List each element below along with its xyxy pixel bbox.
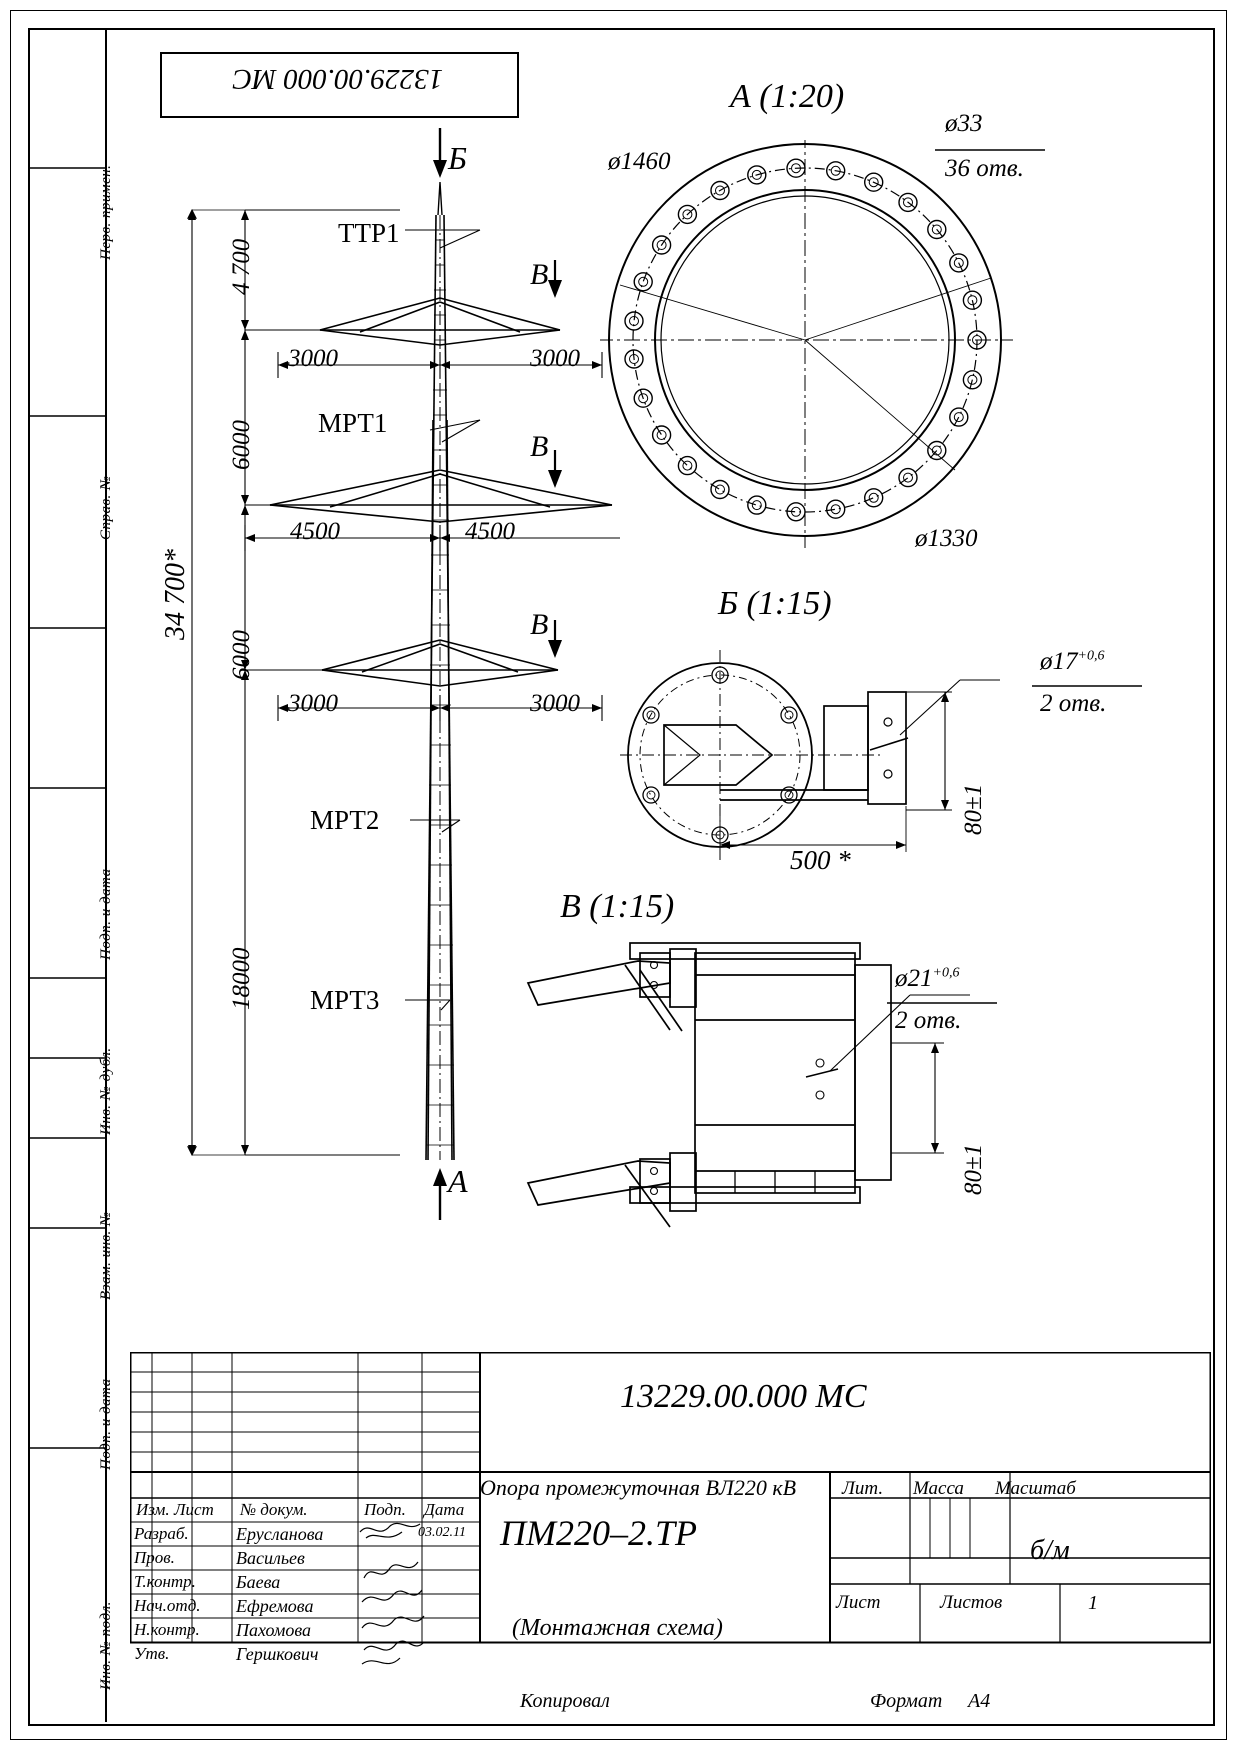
view-a-note-36-holes: 36 отв.: [945, 155, 1024, 182]
dim-crossarm3-right: 3000: [530, 690, 580, 717]
section-arrow-v-3: В: [530, 608, 549, 641]
part-label-mrt3: МРТ3: [310, 985, 380, 1015]
margin-label-podp-data-1: Подп. и дата: [98, 868, 114, 960]
tb-lit-label: Лит.: [842, 1478, 884, 1499]
tb-row-5-name: Гершкович: [236, 1644, 319, 1664]
tb-col-podp: Подп.: [364, 1500, 406, 1519]
tb-row-4-name: Пахомова: [236, 1620, 312, 1640]
tb-format-value: А4: [968, 1690, 991, 1712]
dim-segment-3: 6000: [228, 630, 255, 680]
signatures: [356, 1518, 426, 1678]
tb-col-izm: Изм.: [136, 1500, 170, 1519]
part-label-mrt2: МРТ2: [310, 805, 380, 835]
part-label-mrt1: МРТ1: [318, 408, 388, 438]
dim-total-height: 34 700*: [160, 549, 191, 640]
dim-crossarm2-right: 4500: [465, 518, 515, 545]
tb-product-name: ПМ220–2.ТР: [500, 1513, 697, 1553]
view-b-dim-17-tol: +0,6: [1077, 648, 1105, 664]
tb-row-4-role: Н.контр.: [134, 1620, 200, 1639]
view-a-title: А (1:20): [730, 78, 845, 115]
left-margin-grid: [28, 28, 138, 1722]
tb-row-0-date: 03.02.11: [418, 1525, 466, 1540]
view-a-dim-33: ø33: [945, 110, 983, 137]
tb-row-2-role: Т.контр.: [134, 1572, 196, 1591]
margin-label-inv-dubl: Инв. № дубл.: [98, 1047, 114, 1135]
section-mark-b-top: Б: [448, 140, 467, 176]
tb-row-3-name: Ефремова: [236, 1596, 314, 1616]
view-b-dim-500: 500 *: [790, 845, 851, 875]
section-arrow-v-1: В: [530, 258, 549, 291]
view-a-flange: [600, 140, 1030, 560]
section-arrow-v-2: В: [530, 430, 549, 463]
margin-label-podp-data-2: Подп. и дата: [98, 1378, 114, 1470]
view-b-dim-17-value: ø17: [1040, 648, 1078, 675]
view-v-dim-21: [895, 965, 959, 993]
margin-label-sprav: Справ. №: [98, 475, 114, 540]
view-v-dim-80: 80±1: [960, 1143, 987, 1195]
view-v-title: В (1:15): [560, 888, 675, 925]
part-label-ttr1: ТТР1: [338, 218, 400, 248]
dim-segment-4: 18000: [228, 947, 255, 1010]
dim-segment-2: 6000: [228, 420, 255, 470]
tb-col-data: Дата: [424, 1500, 465, 1519]
dim-crossarm1-left: 3000: [288, 345, 338, 372]
view-a-dim-1330: ø1330: [915, 525, 978, 552]
tb-row-1-role: Пров.: [134, 1548, 175, 1567]
code-stamp-text: 13229.00.000 МС: [232, 63, 444, 95]
tb-row-3-role: Нач.отд.: [134, 1596, 201, 1615]
tb-col-list: Лист: [174, 1500, 214, 1519]
dim-crossarm2-left: 4500: [290, 518, 340, 545]
tb-sheets-label: Листов: [940, 1592, 1003, 1613]
tb-doc-kind: (Монтажная схема): [512, 1615, 723, 1641]
section-mark-a-bottom: А: [448, 1163, 468, 1199]
tb-row-0-name: Ерусланова: [236, 1524, 324, 1544]
tb-row-5-role: Утв.: [134, 1644, 170, 1663]
tb-object-name: Опора промежуточная ВЛ220 кВ: [480, 1475, 797, 1500]
view-b-dim-17: [1040, 648, 1104, 676]
dim-crossarm1-right: 3000: [530, 345, 580, 372]
tb-scale-label: Масштаб: [995, 1478, 1076, 1499]
view-v-dim-21-value: ø21: [895, 965, 933, 992]
tb-scale-value: б/м: [1030, 1535, 1070, 1566]
margin-label-perv-primen: Перв. примен.: [98, 164, 114, 260]
view-b-dim-80: 80±1: [960, 783, 987, 835]
dim-crossarm3-left: 3000: [288, 690, 338, 717]
dim-segment-1: 4 700: [228, 238, 255, 295]
tb-row-1-name: Васильев: [236, 1548, 305, 1568]
view-v-note-underline: [885, 993, 1005, 1013]
margin-label-inv-podl: Инв. № подл.: [98, 1601, 114, 1690]
tb-sheets-value: 1: [1088, 1592, 1098, 1614]
view-a-dim-1460: ø1460: [608, 148, 671, 175]
view-a-note-underline: [930, 138, 1050, 162]
view-b-title: Б (1:15): [718, 585, 832, 622]
view-b-note-2-holes: 2 отв.: [1040, 690, 1107, 717]
tb-doc-code: 13229.00.000 МС: [620, 1378, 867, 1415]
tb-row-0-role: Разраб.: [134, 1524, 189, 1543]
tb-format-label: Формат: [870, 1690, 943, 1712]
tb-mass-label: Масса: [913, 1478, 964, 1499]
tb-copied-label: Копировал: [520, 1690, 610, 1712]
tb-sheet-label: Лист: [836, 1592, 881, 1613]
view-v-note-2-holes: 2 отв.: [895, 1007, 962, 1034]
tb-col-docno: № докум.: [240, 1500, 308, 1519]
tb-row-2-name: Баева: [236, 1572, 281, 1592]
margin-label-vzam-inv: Взам. инв. №: [98, 1211, 114, 1300]
view-v-dim-21-tol: +0,6: [932, 965, 960, 981]
view-b-note-underline: [1030, 676, 1150, 696]
